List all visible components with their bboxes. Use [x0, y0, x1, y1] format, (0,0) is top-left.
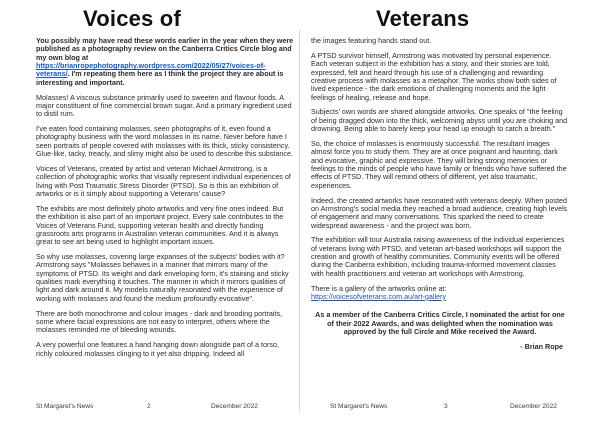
footer-page-number: 3	[444, 403, 448, 410]
footer-publication: St Margaret's News	[330, 403, 388, 410]
lead-after-text: . I'm repeating them here as I think the project they are about is interesting and important.	[36, 69, 284, 87]
article-paragraph: Voices of Veterans, created by artist and veteran Michael Armstrong, is a collection of photographic works that visually represent individual experiences of living with Post Traumatic Stress Disorder (PTSD). So is this an exhibition of artworks or is it simply about supporting a Veterans' cause?	[36, 163, 291, 198]
footer-date: December 2022	[510, 403, 557, 410]
article-paragraph: I've eaten food containing molasses, seen photographs of it, even found a photography business with the word molasses in its name. Never before have I seen portraits of people covered with molasses with its thick, sticky consistency. Glue-like, tacky, treacly, and slimy might also be used to describe this substance.	[36, 124, 294, 159]
article-paragraph: The exhibition will tour Australia raising awareness of the individual experiences of veterans living with PTSD, and veteran art-based workshops will support the creation and growth of healthy communities. Community events will be offered during the Canberra exhibition, including trauma-informed movement classes with health practitioners and veteran art workshops with Armstrong.	[311, 235, 565, 278]
author-signature: - Brian Rope	[520, 341, 563, 351]
article-paragraph: So, the choice of molasses is enormously successful. The resultant images almost force you to study them. They are at once poignant and haunting, dark and evocative, graphic and expressive. They will bring strong memories or feelings to the minds of people who have family or friends who have suffered the effects of PTSD. They will remind others of different, yet also traumatic, experiences.	[311, 138, 567, 190]
article-paragraph: The exhibits are most definitely photo artworks and very fine ones indeed. But the exhibition is also part of an important project. Every sale contributes to the Voices of Veterans Fund, supporting veteran health and directly funding grassroots arts programs in Australian veteran communities. And it is always great to see art being used to highlight important issues.	[36, 203, 284, 247]
article-paragraph: the images featuring hands stand out.	[311, 36, 432, 45]
blog-link[interactable]: https://brianropephotography.wordpress.com/2022/05/27/voices-of-veterans/	[36, 61, 266, 79]
award-note: As a member of the Canberra Critics Circle, I nominated the artist for one of their 2022 Awards, and was delighted when the nomination was approved by the full Circle and Mike received the Award.	[315, 310, 565, 336]
article-paragraph: A very powerful one features a hand hanging down alongside part of a torso, richly coloured molasses clinging to it yet also dripping. Indeed all	[36, 340, 279, 358]
footer-publication: St Margaret's News	[36, 403, 94, 410]
lead-text: You possibly may have read these words earlier in the year when they were published as a photography review on the Canberra Critics Circle blog and my own blog at	[36, 36, 294, 62]
article-paragraph: Indeed, the created artworks have resonated with veterans deeply. When posted on Armstrong's social media they reached a broad audience, creating high levels of engagement and many conversations. This sparked the need to create widespread awareness - and the project was born.	[311, 195, 568, 230]
article-paragraph: A PTSD survivor himself, Armstrong was motivated by personal experience. Each veteran subject in the exhibition has a story, and their stories are told, expressed, felt and heard through his use of a challenging and rewarding creative process with molasses as a metaphor. The works show both sides of lived experience - the dark emotions of challenging moments and the light feelings of healing, release and hope.	[311, 50, 557, 102]
gallery-paragraph	[311, 285, 569, 302]
page-title-left: Voices of	[83, 6, 181, 31]
right-page	[300, 0, 600, 424]
footer-date: December 2022	[211, 403, 258, 410]
page-title-right: Veterans	[376, 6, 470, 31]
article-paragraph: So why use molasses, covering large expanses of the subjects' bodies with it? Armstrong says "Molasses behaves in a manner that mirrors many of the symptoms of PTSD. Its weight and dark enveloping form, it's staining and sticky qualities mark everything it touches. The manner in which it mirrors qualities of light and dark around it. My models naturally resonated with the experience of working with molasses and found the medium profoundly evocative".	[36, 252, 289, 303]
left-article-column	[36, 37, 294, 364]
footer-page-number: 2	[147, 403, 151, 410]
article-paragraph: Molasses! A viscous substance primarily used to sweeten and flavour foods. A major constituent of fine commercial brown sugar. And a primary ingredient used to distil rum.	[36, 92, 292, 119]
gallery-intro: There is a gallery of the artworks online at:	[311, 283, 447, 293]
gallery-link[interactable]: https://voicesofveterans.com.au/art-gallery	[311, 291, 447, 301]
right-article-column	[311, 37, 569, 358]
article-paragraph: Subjects' own words are shared alongside artworks. One speaks of "the feeling of being dragged down into the thick, welcoming abyss until you are choking and drowning. Being able to barely keep your head up enough to catch a breath."	[311, 107, 568, 134]
article-paragraph: There are both monochrome and colour images - dark and brooding portraits, some where facial expressions are not easy to interpret, others where the molasses reminded me of bleeding wounds.	[36, 308, 283, 335]
lead-paragraph	[36, 37, 294, 87]
